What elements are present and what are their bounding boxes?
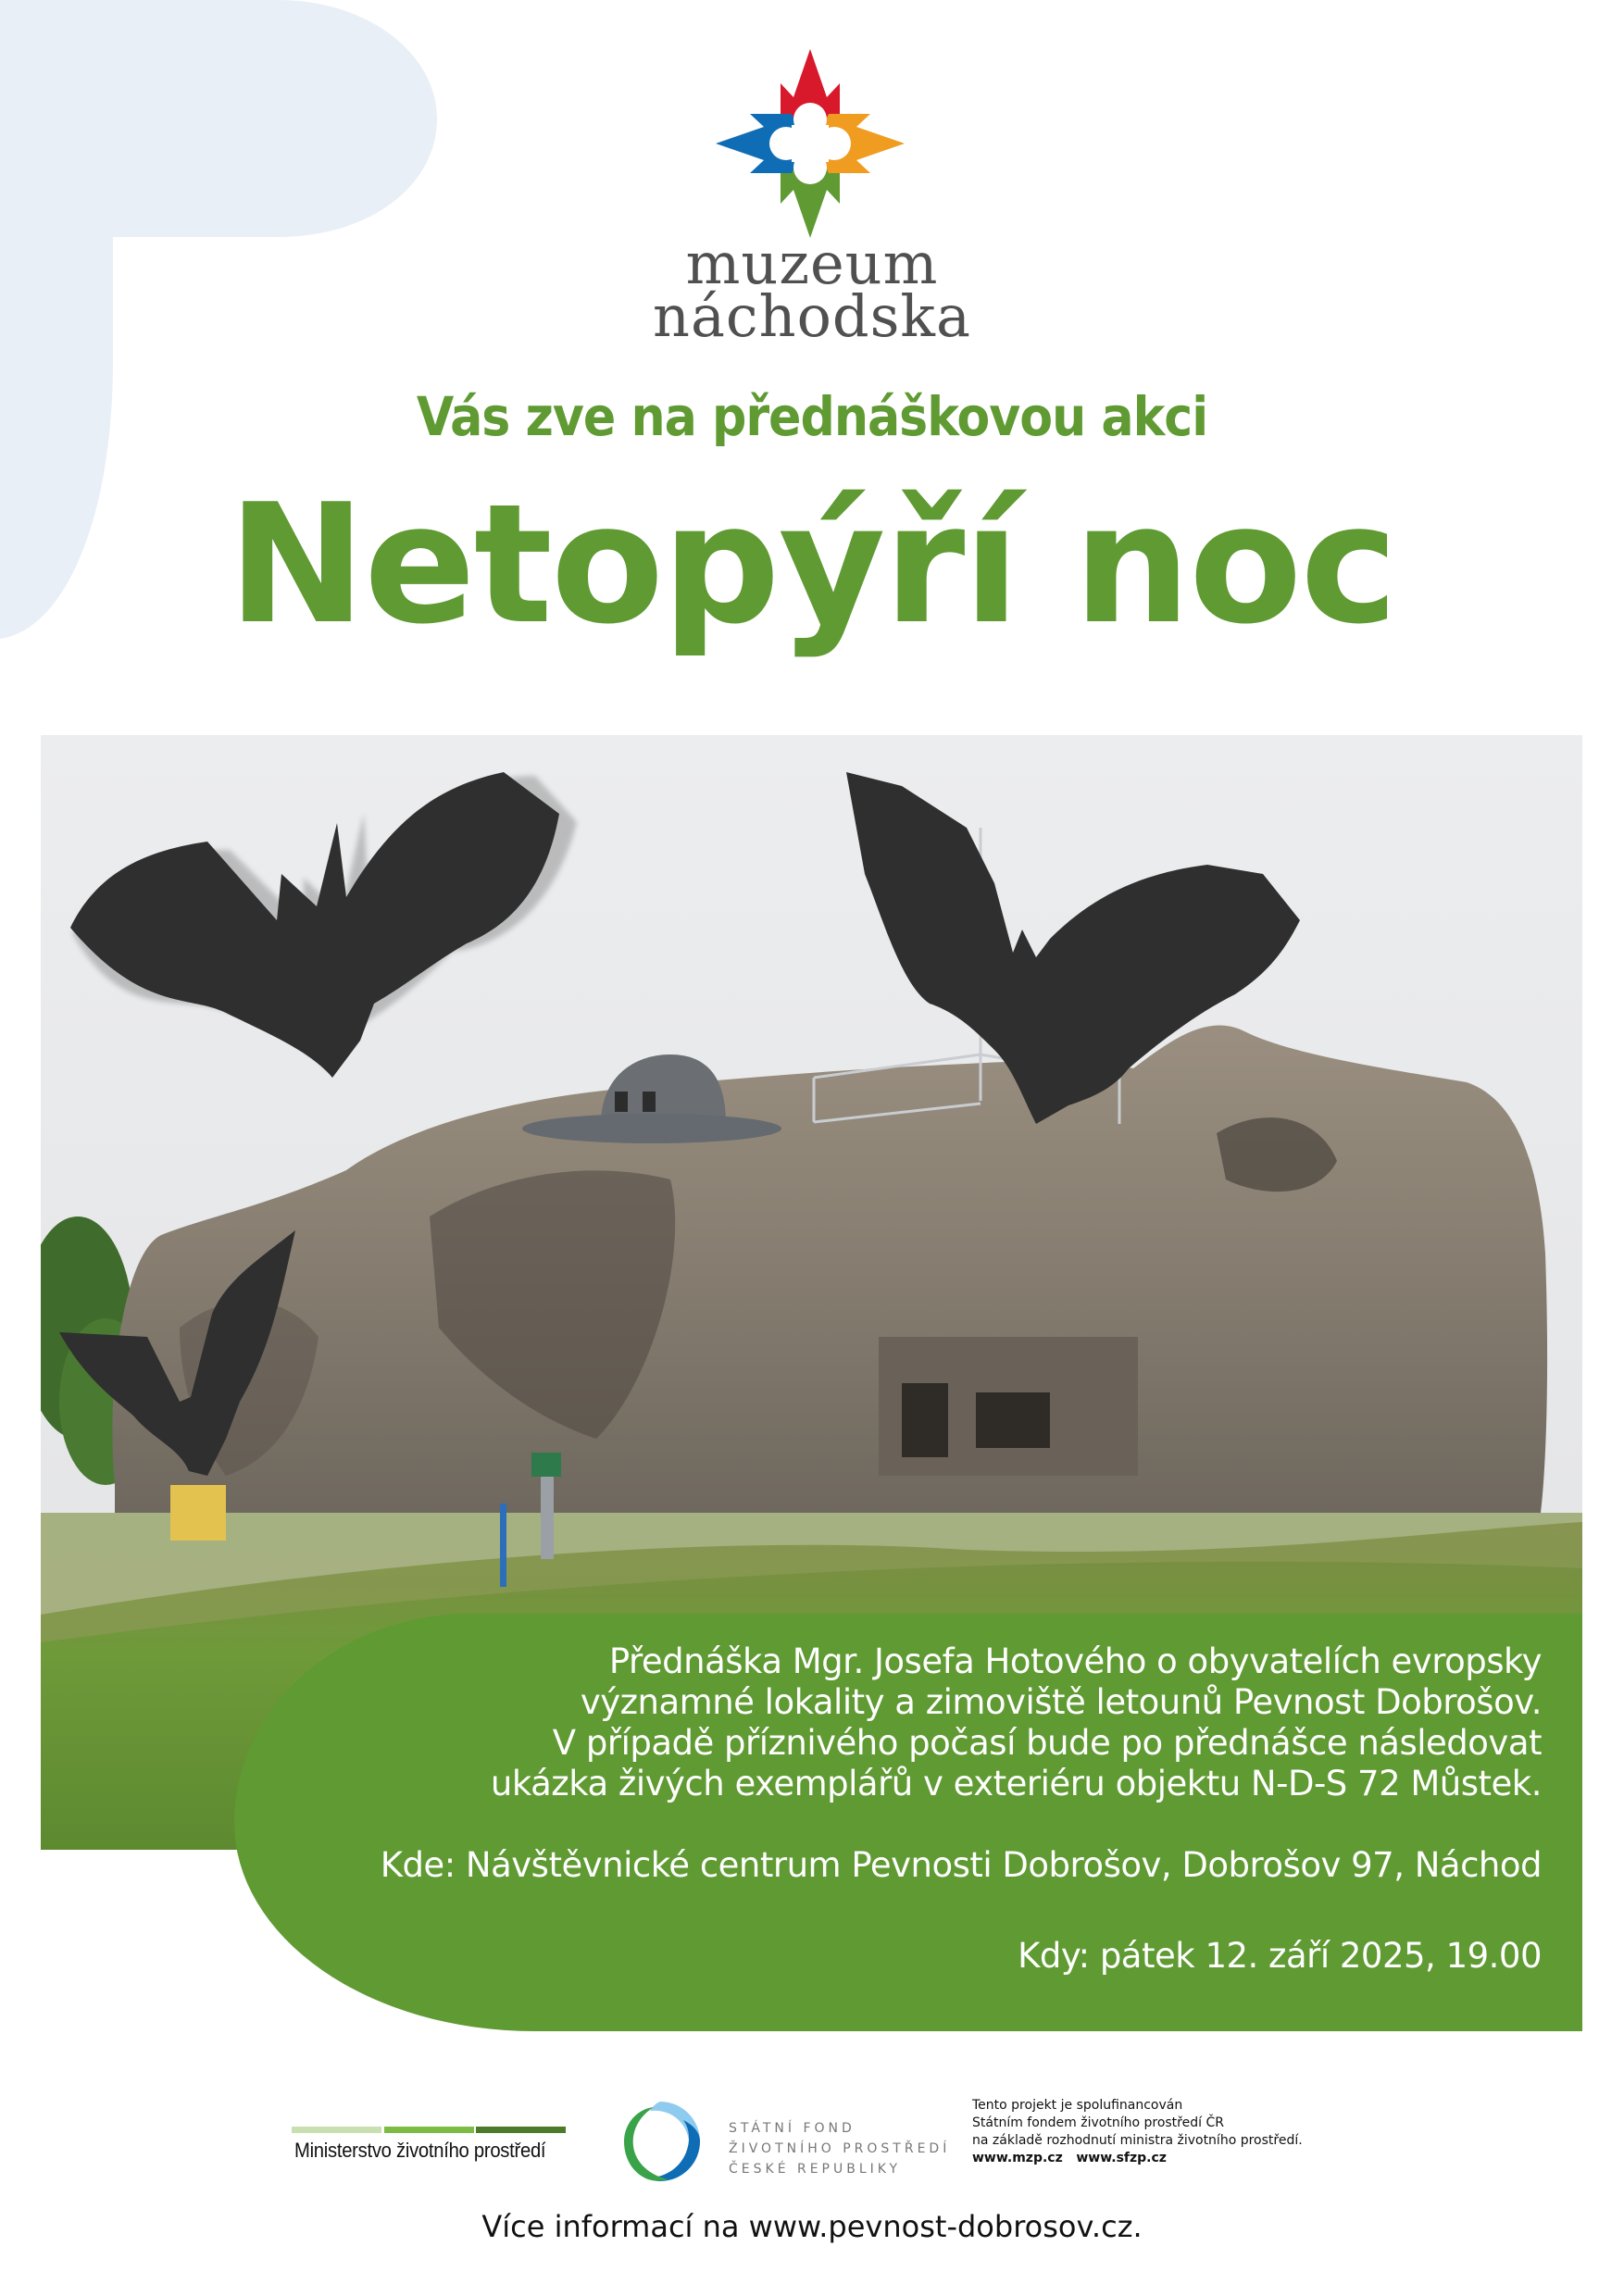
description-line: významné lokality a zimoviště letounů Pevnost Dobrošov. — [580, 1682, 1542, 1722]
funding-urls: www.mzp.cz www.sfzp.cz — [972, 2151, 1167, 2165]
event-datetime: Kdy: pátek 12. září 2025, 19.00 — [1018, 1936, 1542, 1976]
ministry-logo-text: Ministerstvo životního prostředí — [294, 2139, 546, 2162]
description-line: Přednáška Mgr. Josefa Hotového o obyvatelích evropsky — [608, 1641, 1542, 1681]
more-info-link[interactable]: Více informací na www.pevnost-dobrosov.cz. — [481, 2209, 1143, 2244]
event-description — [338, 1641, 1542, 1804]
funding-note — [972, 2097, 1303, 2167]
ministry-bar-light — [292, 2127, 381, 2133]
sfzp-line: ŽIVOTNÍHO PROSTŘEDÍ — [729, 2141, 951, 2156]
sfzp-line: STÁTNÍ FOND — [729, 2121, 856, 2136]
ministry-bar-dark — [476, 2127, 566, 2133]
event-location: Kde: Návštěvnické centrum Pevnosti Dobrošov, Dobrošov 97, Náchod — [380, 1845, 1542, 1885]
funding-line: Tento projekt je spolufinancován — [972, 2098, 1183, 2113]
event-info-panel — [234, 1614, 1582, 2031]
funding-line: na základě rozhodnutí ministra životního prostředí. — [972, 2133, 1303, 2148]
sfzp-line: ČESKÉ REPUBLIKY — [729, 2162, 902, 2177]
sfzp-logo-text — [729, 2118, 950, 2179]
organizer-name-line2: náchodska — [653, 282, 971, 350]
muzeum-nachodska-logo-icon — [708, 42, 912, 245]
ministry-bar-mid — [384, 2127, 474, 2133]
funding-line: Státním fondem životního prostředí ČR — [972, 2115, 1224, 2130]
organizer-name-line1: muzeum — [685, 230, 939, 297]
description-line: ukázka živých exemplářů v exteriéru objektu N-D-S 72 Můstek. — [490, 1764, 1542, 1803]
sfzp-ring-logo-icon — [617, 2098, 704, 2185]
invitation-subtitle: Vás zve na přednáškovou akci — [416, 385, 1208, 448]
event-title: Netopýří noc — [228, 468, 1396, 660]
description-line: V případě příznivého počasí bude po přednášce následovat — [552, 1723, 1542, 1763]
